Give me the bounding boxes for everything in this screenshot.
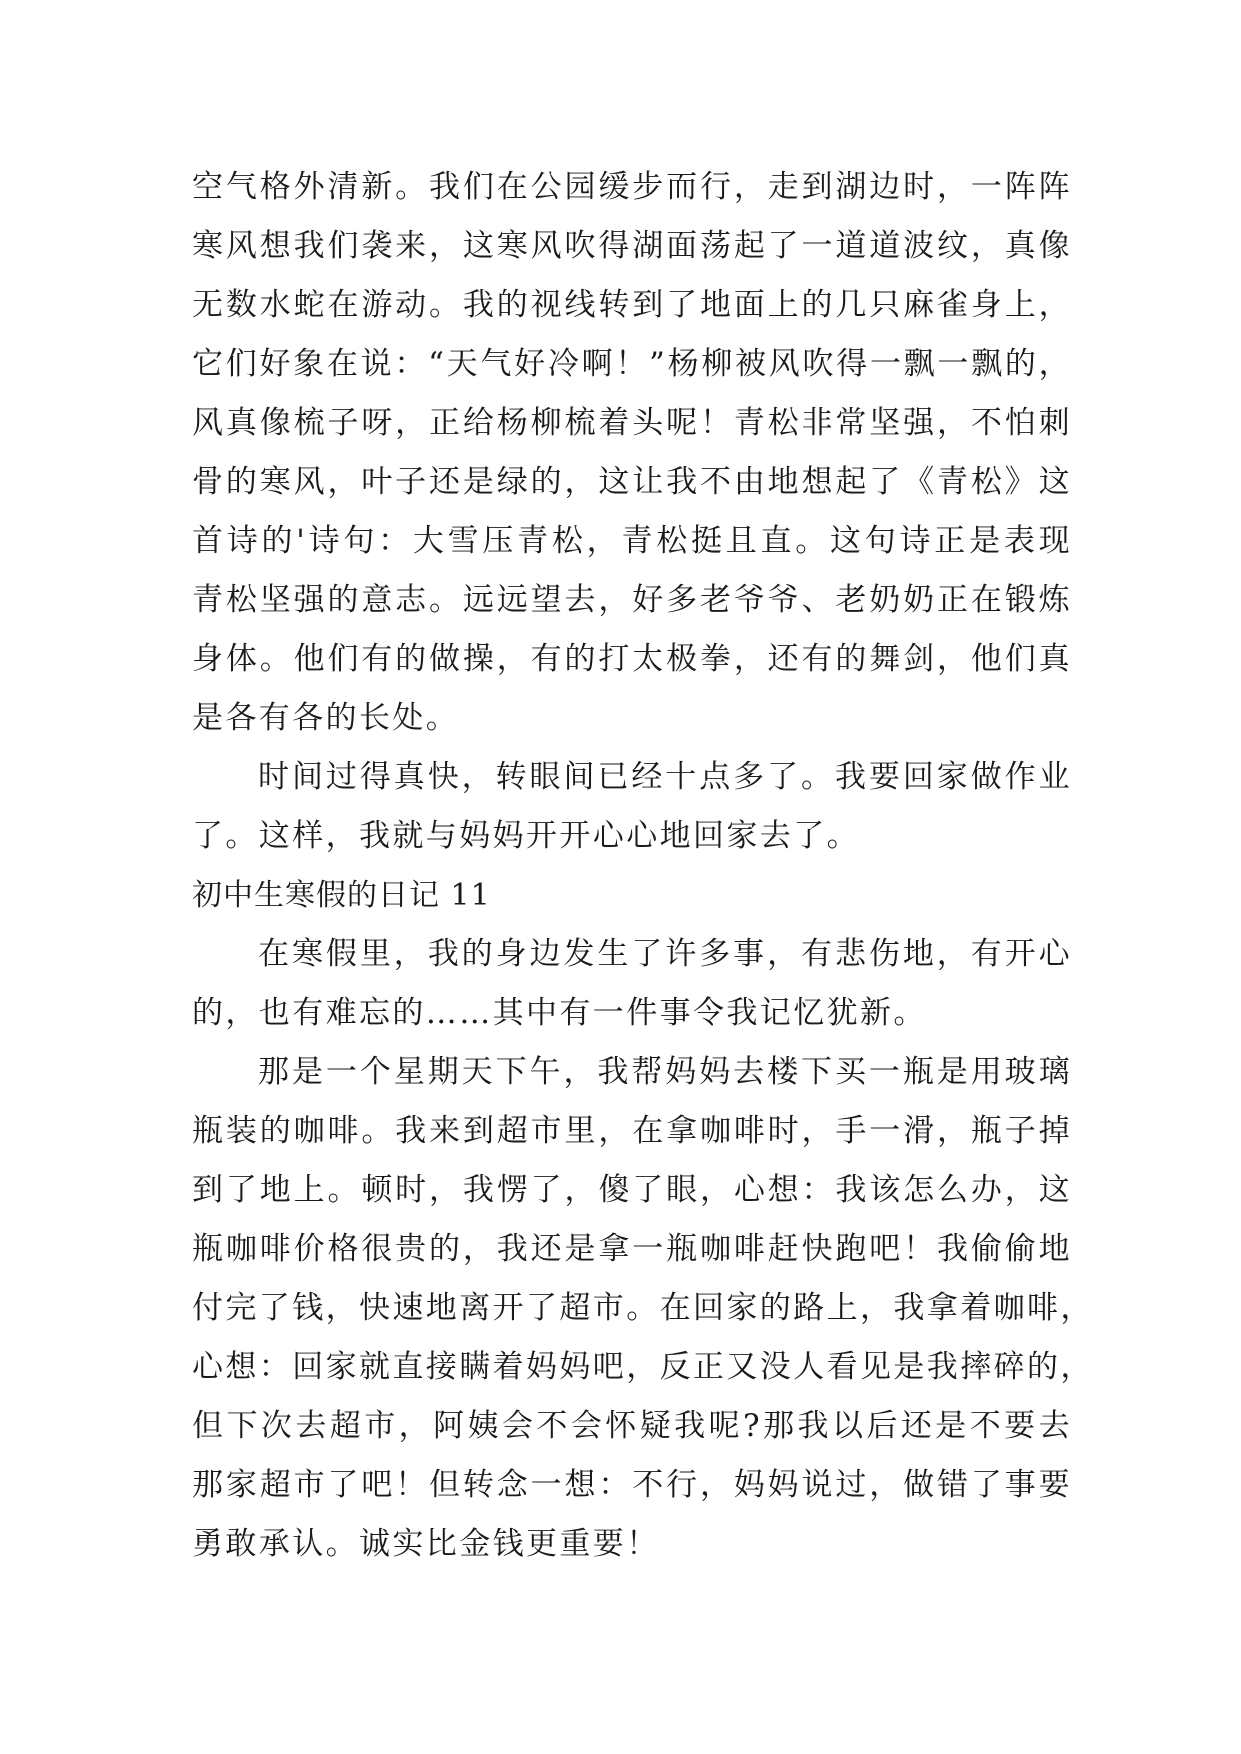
text-line: 无数水蛇在游动。我的视线转到了地面上的几只麻雀身上， [192, 287, 1072, 323]
text-line: 付完了钱，快速地离开了超市。在回家的路上，我拿着咖啡， [192, 1290, 1094, 1326]
text-line: 心想：回家就直接瞒着妈妈吧，反正又没人看见是我摔碎的， [192, 1349, 1094, 1385]
text-line: 的，也有难忘的……其中有一件事令我记忆犹新。 [192, 995, 927, 1031]
paragraph-1 [192, 158, 1072, 748]
text-line: 了。这样，我就与妈妈开开心心地回家去了。 [192, 818, 860, 854]
text-line: 风真像梳子呀，正给杨柳梳着头呢！青松非常坚强，不怕刺 [192, 405, 1072, 441]
document-body [192, 158, 1094, 1574]
text-line: 首诗的'诗句：大雪压青松，青松挺且直。这句诗正是表现 [192, 523, 1072, 559]
text-line: 瓶装的咖啡。我来到超市里，在拿咖啡时，手一滑，瓶子掉 [192, 1113, 1072, 1149]
paragraph-3 [192, 925, 1072, 1043]
text-line: 是各有各的长处。 [192, 700, 460, 736]
text-line: 那家超市了吧！但转念一想：不行，妈妈说过，做错了事要 [192, 1467, 1072, 1503]
text-line: 勇敢承认。诚实比金钱更重要！ [192, 1526, 660, 1562]
paragraph-2 [192, 748, 1072, 866]
paragraph-4 [192, 1043, 1094, 1574]
text-line: 时间过得真快，转眼间已经十点多了。我要回家做作业 [258, 759, 1072, 795]
text-line: 那是一个星期天下午，我帮妈妈去楼下买一瓶是用玻璃 [258, 1054, 1072, 1090]
text-line: 它们好象在说：“天气好冷啊！”杨柳被风吹得一飘一飘的， [192, 346, 1072, 382]
text-line: 到了地上。顿时，我愣了，傻了眼，心想：我该怎么办，这 [192, 1172, 1072, 1208]
text-line: 在寒假里，我的身边发生了许多事，有悲伤地，有开心 [258, 936, 1072, 972]
text-line: 寒风想我们袭来，这寒风吹得湖面荡起了一道道波纹，真像 [192, 228, 1072, 264]
text-line: 空气格外清新。我们在公园缓步而行，走到湖边时，一阵阵 [192, 169, 1072, 205]
text-line: 身体。他们有的做操，有的打太极拳，还有的舞剑，他们真 [192, 641, 1072, 677]
text-line: 青松坚强的意志。远远望去，好多老爷爷、老奶奶正在锻炼 [192, 582, 1072, 618]
text-line: 骨的寒风，叶子还是绿的，这让我不由地想起了《青松》这 [192, 464, 1072, 500]
text-line: 瓶咖啡价格很贵的，我还是拿一瓶咖啡赶快跑吧！我偷偷地 [192, 1231, 1072, 1267]
text-line: 但下次去超市，阿姨会不会怀疑我呢?那我以后还是不要去 [192, 1408, 1072, 1444]
section-heading: 初中生寒假的日记 11 [192, 878, 491, 913]
